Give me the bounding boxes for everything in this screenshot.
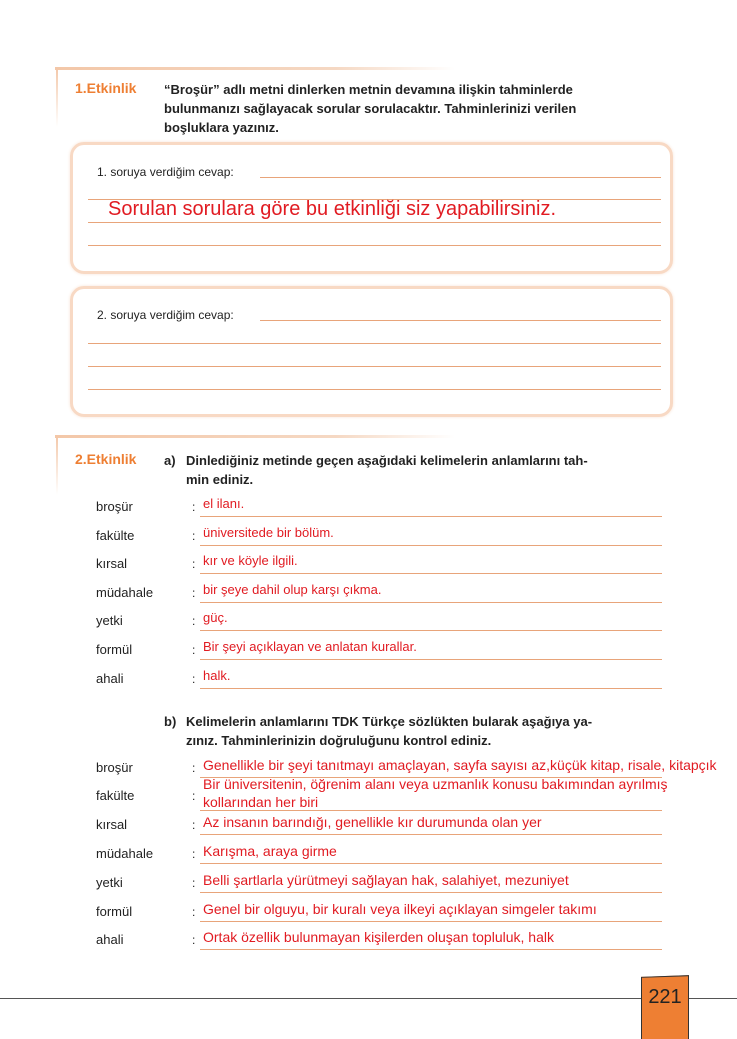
section-side-line (56, 67, 58, 127)
part-b-instructions (186, 712, 592, 750)
answer-box-2 (70, 286, 673, 417)
answer-line[interactable] (200, 602, 662, 603)
answer-line[interactable] (88, 245, 661, 246)
answer-line[interactable] (200, 892, 662, 893)
colon: : (192, 876, 196, 890)
vocab-answer: Belli şartlarla yürütmeyi sağlayan hak, salahiyet, mezuniyet (203, 872, 569, 888)
vocab-word: kırsal (96, 817, 128, 832)
answer-line[interactable] (200, 810, 662, 811)
colon: : (192, 847, 196, 861)
section-header-line (55, 435, 455, 438)
colon: : (192, 761, 196, 775)
colon: : (192, 557, 196, 571)
colon: : (192, 614, 196, 628)
instruction-line: boşluklara yazınız. (164, 120, 279, 135)
answer-line[interactable] (200, 921, 662, 922)
vocab-word: müdahale (96, 846, 154, 861)
colon: : (192, 672, 196, 686)
vocab-answer: el ilanı. (203, 496, 245, 511)
answer-box-1-answer: Sorulan sorulara göre bu etkinliği siz yapabilirsiniz. (108, 198, 556, 220)
answer-line[interactable] (200, 688, 662, 689)
vocab-answer: Bir üniversitenin, öğrenim alanı veya uzmanlık konusu bakımından ayrılmış (203, 776, 668, 792)
vocab-answer: Az insanın barındığı, genellikle kır durumunda olan yer (203, 814, 542, 830)
part-b-marker: b) (164, 714, 177, 729)
answer-box-1-label: 1. soruya verdiğim cevap: (97, 165, 234, 179)
vocab-answer: kır ve köyle ilgili. (203, 553, 298, 568)
instruction-line: Dinlediğiniz metinde geçen aşağıdaki kelimelerin anlamlarını tah- (186, 453, 588, 468)
vocab-word: formül (96, 642, 133, 657)
vocab-word: yetki (96, 613, 123, 628)
activity-1-instructions (164, 80, 576, 137)
vocab-answer: halk. (203, 668, 231, 683)
vocab-word: ahali (96, 932, 124, 947)
vocab-word: broşür (96, 499, 133, 514)
footer-line (0, 998, 737, 999)
activity-1-title: 1.Etkinlik (75, 80, 137, 96)
page-number: 221 (648, 986, 682, 1008)
activity-2-title: 2.Etkinlik (75, 451, 137, 467)
colon: : (192, 818, 196, 832)
vocab-word: broşür (96, 760, 133, 775)
vocab-word: formül (96, 904, 133, 919)
colon: : (192, 500, 196, 514)
answer-line[interactable] (200, 630, 662, 631)
answer-line[interactable] (88, 343, 661, 344)
answer-line[interactable] (88, 222, 661, 223)
instruction-line: bulunmanızı sağlayacak sorular sorulacaktır. Tahminlerinizi verilen (164, 101, 577, 116)
answer-line[interactable] (260, 320, 661, 321)
instruction-line: zınız. Tahminlerinizin doğruluğunu kontrol ediniz. (186, 733, 492, 748)
answer-line[interactable] (200, 863, 662, 864)
vocab-word: fakülte (96, 788, 135, 803)
instruction-line: min ediniz. (186, 472, 254, 487)
answer-line[interactable] (260, 177, 661, 178)
vocab-answer: Bir şeyi açıklayan ve anlatan kurallar. (203, 639, 417, 654)
part-a-marker: a) (164, 453, 176, 468)
vocab-answer: Karışma, araya girme (203, 843, 337, 859)
vocab-answer: Genellikle bir şeyi tanıtmayı amaçlayan, sayfa sayısı az,küçük kitap, risale, kitapçık (203, 757, 717, 773)
answer-line[interactable] (200, 834, 662, 835)
answer-line[interactable] (200, 545, 662, 546)
part-a-instructions (186, 451, 588, 489)
answer-line[interactable] (88, 366, 661, 367)
colon: : (192, 905, 196, 919)
instruction-line: Kelimelerin anlamlarını TDK Türkçe sözlükten bularak aşağıya ya- (186, 714, 593, 729)
answer-line[interactable] (88, 389, 661, 390)
vocab-answer: üniversitede bir bölüm. (203, 525, 334, 540)
vocab-word: ahali (96, 671, 124, 686)
vocab-answer-continued: kollarından her biri (203, 794, 319, 810)
colon: : (192, 529, 196, 543)
vocab-word: kırsal (96, 556, 128, 571)
section-side-line (56, 435, 58, 495)
section-header-line (55, 67, 455, 70)
colon: : (192, 586, 196, 600)
vocab-word: fakülte (96, 528, 135, 543)
vocab-answer: bir şeye dahil olup karşı çıkma. (203, 582, 382, 597)
answer-line[interactable] (200, 659, 662, 660)
vocab-answer: güç. (203, 610, 228, 625)
answer-line[interactable] (200, 516, 662, 517)
answer-line[interactable] (200, 573, 662, 574)
colon: : (192, 643, 196, 657)
vocab-answer: Genel bir olguyu, bir kuralı veya ilkeyi açıklayan simgeler takımı (203, 901, 597, 917)
answer-box-2-label: 2. soruya verdiğim cevap: (97, 308, 234, 322)
colon: : (192, 933, 196, 947)
answer-line[interactable] (200, 949, 662, 950)
vocab-word: müdahale (96, 585, 154, 600)
vocab-word: yetki (96, 875, 123, 890)
vocab-answer: Ortak özellik bulunmayan kişilerden oluşan topluluk, halk (203, 929, 554, 945)
colon: : (192, 789, 196, 803)
instruction-line: “Broşür” adlı metni dinlerken metnin devamına ilişkin tahminlerde (164, 82, 573, 97)
